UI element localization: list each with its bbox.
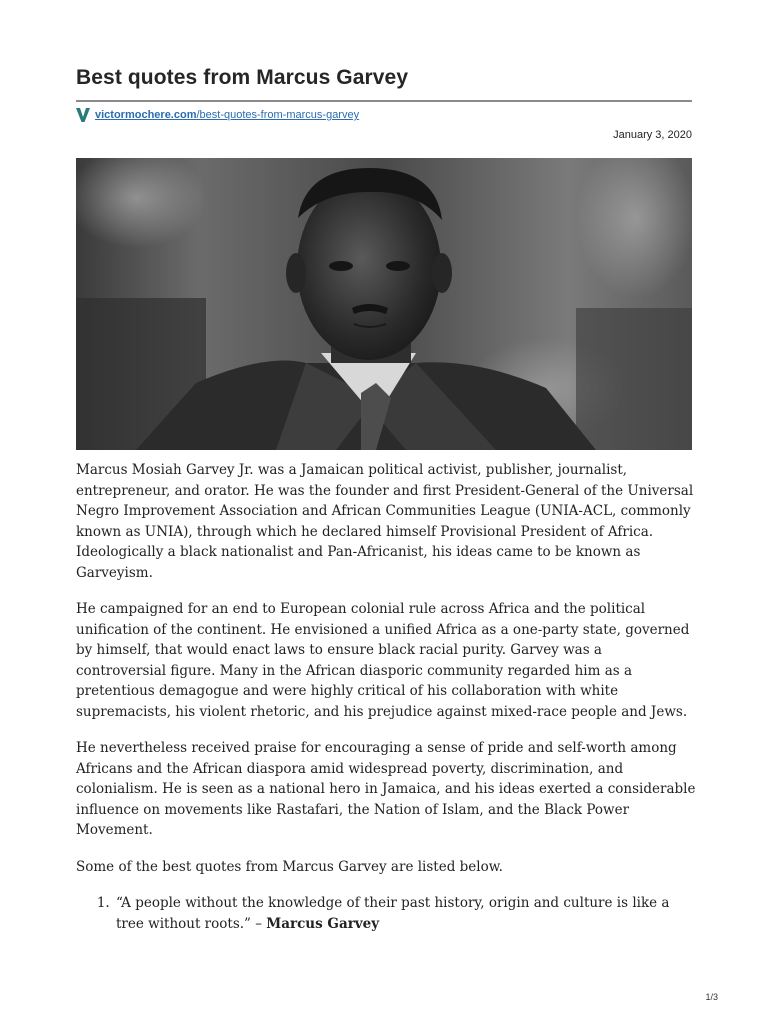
source-link[interactable]	[95, 109, 359, 121]
paragraph: He nevertheless received praise for encouraging a sense of pride and self-worth among Africans and the African diaspora amid widespread poverty, discrimination, and colonialism. He is seen as a national hero in Jamaica, and his ideas exerted a considerable influence on movements like Rastafari, the Nation of Islam, and the Black Power Movement.	[76, 740, 696, 838]
quote-author: Marcus Garvey	[266, 915, 380, 932]
paragraph: Marcus Mosiah Garvey Jr. was a Jamaican political activist, publisher, journalist, entrepreneur, and orator. He was the founder and first President-General of the Universal Negro Improvement Association and African Communities League (UNIA-ACL, commonly known as UNIA), through which he declared himself Provisional President of Africa. Ideologically a black nationalist and Pan-Africanist, his ideas came to be known as Garveyism.	[76, 462, 694, 581]
source-line	[76, 106, 359, 124]
quote-text: “A people without the knowledge of their past history, origin and culture is like a tree without roots.” –	[116, 895, 670, 932]
publish-date: January 3, 2020	[613, 129, 692, 141]
page-number: 1/3	[705, 992, 718, 1002]
title-divider	[76, 100, 692, 102]
list-item	[114, 893, 696, 934]
quotes-list	[76, 893, 696, 934]
page-title: Best quotes from Marcus Garvey	[76, 66, 409, 89]
portrait-photo	[76, 158, 692, 450]
article-body	[76, 460, 696, 934]
source-domain[interactable]: victormochere.com	[95, 109, 197, 121]
site-logo-icon	[76, 107, 90, 123]
paragraph: He campaigned for an end to European colonial rule across Africa and the political unification of the continent. He envisioned a unified Africa as a one-party state, governed by himself, that would enact laws to ensure black racial purity. Garvey was a controversial figure. Many in the African diasporic community regarded him as a pretentious demagogue and were highly critical of his collaboration with white supremacists, his violent rhetoric, and his prejudice against mixed-race people and Jews.	[76, 601, 690, 720]
paragraph: Some of the best quotes from Marcus Garvey are listed below.	[76, 858, 503, 875]
source-path[interactable]: /best-quotes-from-marcus-garvey	[196, 109, 360, 121]
